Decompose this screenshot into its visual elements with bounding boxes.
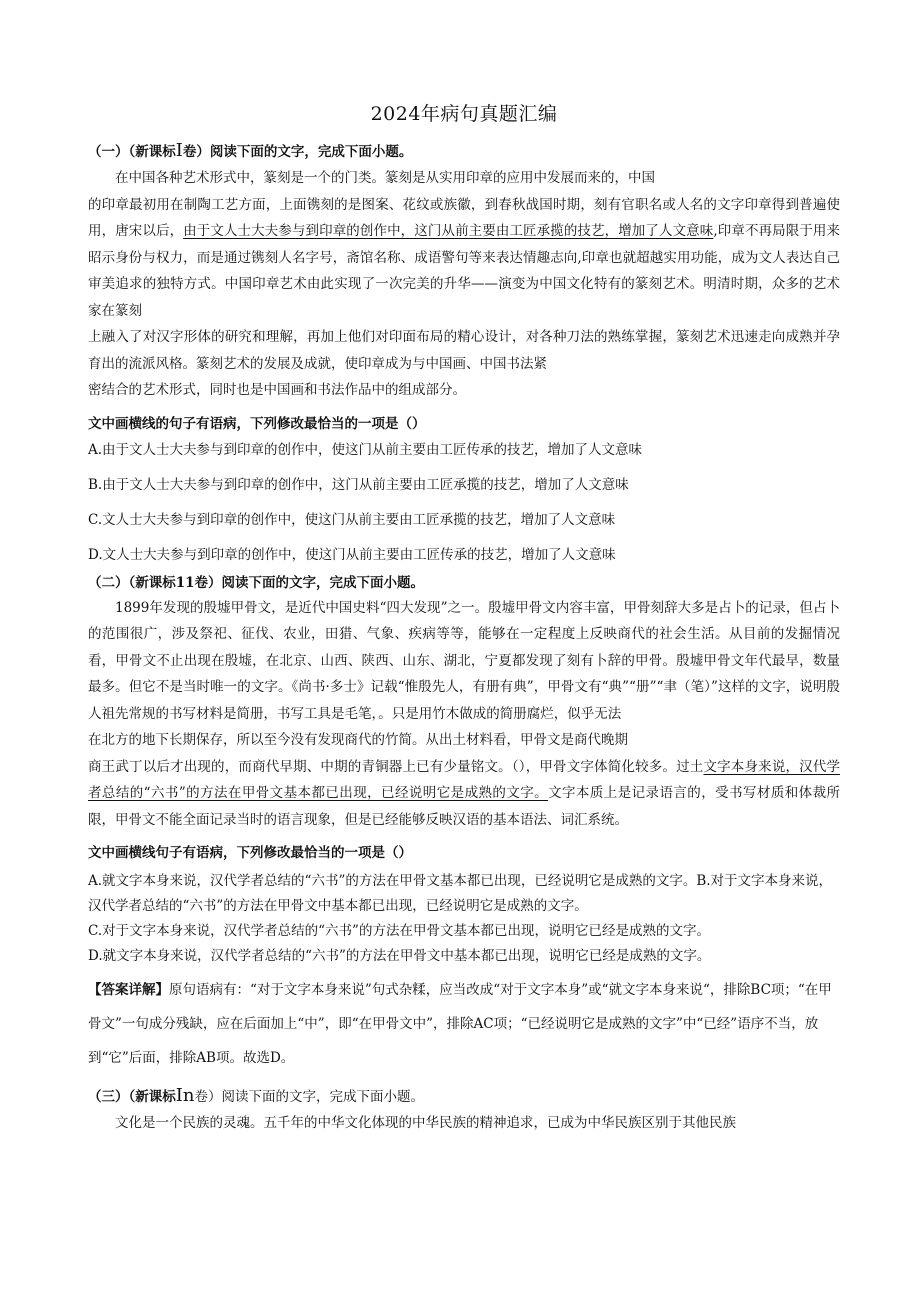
section-2-underlined-sentence: 文字本身来说，汉代学者总结的“六书”的方法在甲骨文基本都已出现，已经说明它是成熟的文字。: [88, 758, 841, 801]
section-2-option-c: C.对于文字本身来说，汉代学者总结的“六书”的方法在甲骨文基本都已出现，说明它已经是成熟的文字。: [88, 923, 710, 939]
section-1-option-d: D.文人士大夫参与到印章的创作中，使这门从前主要由工匠传承的技艺，增加了人文意味: [88, 546, 616, 563]
section-1-question: 文中画横线的句子有语病，下列修改最恰当的一项是（）: [88, 415, 426, 432]
section-2-heading: （二）（新课标11卷）阅读下面的文字，完成下面小题。: [88, 574, 425, 591]
section-2-paragraph-1: 1899年发现的殷墟甲骨文，是近代中国史料“四大发现”之一。殷墟甲骨文内容丰富，甲骨刻辞大多是占卜的记录，但占卜的范围很广，涉及祭祀、征伐、农业，田猎、气象、疾病等等，能够在一定程度上反映商代的社会生活。从目前的发掘情况看，甲骨文不止出现在殷墟，在北京、山西、陕西、山东、湖北，宁夏都发现了刻有卜辞的甲骨。殷墟甲骨文年代最早，数量最多。但它不是当时唯一的文字。《尚书·多士》记载“惟殷先人，有册有典”，甲骨文有“典”“册”“聿（笔）”这样的文字，说明殷人祖先常规的书写材料是简册，书写工具是毛笔，。只是用竹木做成的简册腐烂，似乎无法: [88, 599, 840, 722]
section-1-option-b: B.由于文人士大夫参与到印章的创作中，这门从前主要由工匠承揽的技艺，增加了人文意味: [88, 476, 629, 493]
section-2-p3-lead: 商王武丁以后才出现的，而商代早期、中期的青铜器上已有少量铭文。（），甲骨文字体简化较多。过土: [88, 758, 704, 775]
section-2-p3-tail: 文字本质上是记录语言的，受书写材质和体裁所限，甲骨文不能全面记录当时的语言现象，但是已经能够反映汉语的基本语法、词汇系统。: [88, 785, 840, 828]
section-1-heading: [88, 140, 840, 161]
answer-explanation: [88, 973, 840, 1075]
section-1-paragraph-2: [88, 192, 840, 325]
section-1-paragraph-3: 上融入了对汉字形体的研究和理解，再加上他们对印面布局的精心设计，对各种刀法的熟练掌握，篆刻艺术迅速走向成熟并孕育出的流派风格。篆刻艺术的发展及成就，使印章成为与中国画、中国书法紧: [88, 329, 840, 372]
section-1-option-a: A.由于文人士大夫参与到印章的创作中，使这门从前主要由工匠传承的技艺，增加了人文意味: [88, 441, 643, 458]
section-3-heading: [88, 1085, 840, 1106]
section-1-heading-start: （一）（新课标: [88, 144, 176, 160]
section-1-option-c: C.文人士大夫参与到印章的创作中，使这门从前主要由工匠承揽的技艺，增加了人文意味: [88, 511, 616, 528]
section-2-option-ab: A.就文字本身来说，汉代学者总结的“六书”的方法在甲骨文基本都已出现，已经说明它是成熟的文字。B.对于文字本身来说，汉代学者总结的“六书”的方法在甲骨文中基本都已出现，已经说明它是成熟的文字。: [88, 873, 833, 914]
section-1-p2-lead: 的印章最初用在制陶工艺方面，上面镌刻的是图案、花纹或族徽，到春秋战国时期，刻有官职名或人名的文字印章得到普遍使用，唐宋以后，: [88, 196, 840, 239]
section-2-question: 文中画横线句子有语病，下列修改最恰当的一项是（）: [88, 845, 412, 861]
answer-label: 【答案详解】: [88, 982, 169, 998]
answer-text: 原句语病有：“对于文字本身来说”句式杂糅，应当改成“对于文字本身”或“就文字本身来说“，排除BC项；“在甲骨文”一句成分残缺，应在后面加上“中”，即“在甲骨文中”，排除AC项；“已经说明它是成熟的文字”中“已经”语序不当，放到“它”后面，排除AB项。故选D。: [88, 982, 832, 1066]
page-title: 2024年病句真题汇编: [370, 103, 558, 125]
section-2-paragraph-2: 在北方的地下长期保存，所以至今没有发现商代的竹简。从出土材料看，甲骨文是商代晚期: [88, 732, 628, 748]
section-1-paragraph-1: 在中国各种艺术形式中，篆刻是一个的门类。篆刻是从实用印章的应用中发展而来的，中国: [115, 170, 655, 186]
section-1-underlined-sentence: 由于文人士大夫参与到印章的创作中，这门从前主要由工匠承揽的技艺，增加了人文意味: [183, 223, 714, 239]
section-3-paragraph-1: 文化是一个民族的灵魂。五千年的中华文化体现的中华民族的精神追求，已成为中华民族区别于其他民族: [115, 1115, 736, 1131]
section-3-heading-end: 卷）阅读下面的文字，完成下面小题。: [194, 1089, 424, 1105]
section-1-paragraph-4: 密结合的艺术形式，同时也是中国画和书法作品中的组成部分。: [88, 382, 466, 398]
section-3-roman-numeral: In: [175, 1085, 195, 1106]
section-3-heading-start: （三）（新课标: [88, 1089, 176, 1105]
section-1-p2-tail: ,印章不再局限于用来昭示身份与权力，而是通过镌刻人名字号，斋馆名称、成语警句等来表达情趣志向,印章也就超越实用功能，成为文人表达自己审美追求的独特方式。中国印章艺术由此实现了一次完美的升华——演变为中国文化特有的篆刻艺术。明清时期，众多的艺术家在篆刻: [88, 223, 841, 319]
section-2-paragraph-3: [88, 754, 840, 834]
section-2-option-d: D.就文字本身来说，汉代学者总结的“六书”的方法在甲骨文中基本都已出现，说明它已经是成熟的文字。: [88, 948, 711, 964]
section-1-heading-end: 卷）阅读下面的文字，完成下面小题。: [182, 144, 413, 160]
section-1-roman-numeral: Ⅰ: [175, 140, 183, 161]
